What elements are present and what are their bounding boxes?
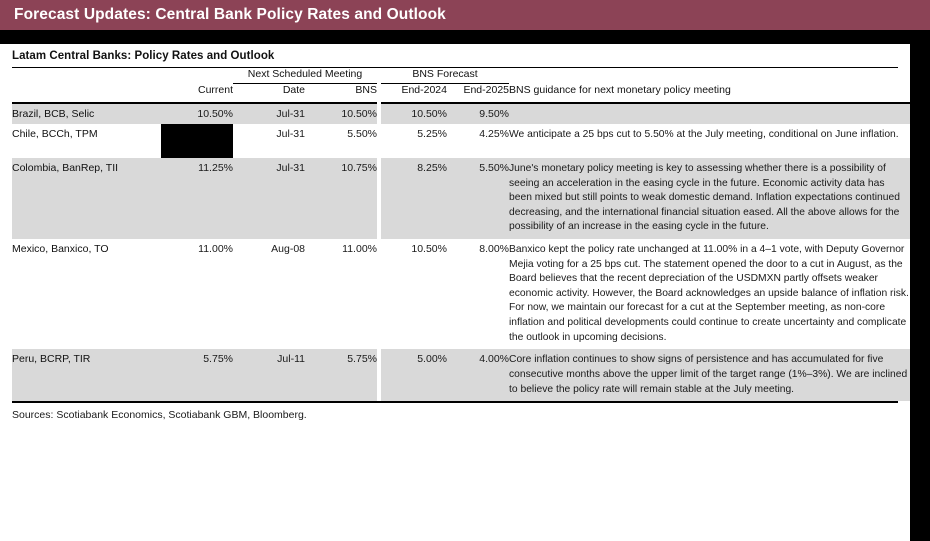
group-header-spacer-current bbox=[161, 68, 233, 84]
row-end-2025: 9.50% bbox=[447, 104, 509, 124]
row-guidance: Banxico kept the policy rate unchanged at 11.00% in a 4–1 vote, with Deputy Governor Mejia voting for a 25 bps cut. The statement opened the door to a cut in August, as the Board believes that the recent depreciation of the USDMXN partly offsets weaker economic activity. However, the Board acknowledges an upside balance of inflation risk. For now, we maintain our forecast for a cut at the September meeting, as non-core inflation and political developments could continue to create uncertainty and complicate the outlook in upcoming decisions. bbox=[509, 239, 910, 349]
row-country: Colombia, BanRep, TII bbox=[12, 158, 161, 239]
row-date: Jul-31 bbox=[233, 104, 305, 124]
column-header-row bbox=[12, 84, 910, 103]
table-body bbox=[12, 104, 910, 401]
sources-note: Sources: Scotiabank Economics, Scotiabank GBM, Bloomberg. bbox=[12, 409, 307, 422]
row-date: Jul-31 bbox=[233, 124, 305, 158]
row-end-2024: 10.50% bbox=[381, 104, 447, 124]
row-country: Brazil, BCB, Selic bbox=[12, 104, 161, 124]
column-header-current: Current bbox=[197, 83, 233, 96]
row-current: 5.75% bbox=[161, 349, 233, 401]
row-country: Peru, BCRP, TIR bbox=[12, 349, 161, 401]
row-end-2025: 4.00% bbox=[447, 349, 509, 401]
column-header-bns: BNS bbox=[355, 84, 377, 96]
row-date: Jul-31 bbox=[233, 158, 305, 239]
row-bns: 10.75% bbox=[305, 158, 377, 239]
row-current: 10.50% bbox=[161, 104, 233, 124]
group-header-bns-forecast: BNS Forecast bbox=[381, 68, 509, 84]
column-header-end-2024: End-2024 bbox=[401, 84, 447, 96]
row-bns: 10.50% bbox=[305, 104, 377, 124]
row-current: 11.25% bbox=[161, 158, 233, 239]
group-header-spacer-left bbox=[12, 68, 161, 84]
row-end-2024: 10.50% bbox=[381, 239, 447, 349]
row-guidance: We anticipate a 25 bps cut to 5.50% at the July meeting, conditional on June inflation. bbox=[509, 124, 910, 158]
row-end-2025: 8.00% bbox=[447, 239, 509, 349]
row-current-redacted bbox=[161, 124, 233, 158]
row-country: Chile, BCCh, TPM bbox=[12, 124, 161, 158]
table-row bbox=[12, 349, 910, 401]
row-end-2024: 5.25% bbox=[381, 124, 447, 158]
row-guidance: Core inflation continues to show signs of persistence and has accumulated for five consecutive months above the upper limit of the target range (1%–3%). We are inclined to believe the policy rate will remain stable at the July meeting. bbox=[509, 349, 910, 401]
row-bns: 11.00% bbox=[305, 239, 377, 349]
column-header-country bbox=[12, 84, 161, 103]
column-header-end-2025: End-2025 bbox=[463, 84, 510, 96]
table-row bbox=[12, 158, 910, 239]
row-bns: 5.75% bbox=[305, 349, 377, 401]
table-head bbox=[12, 68, 910, 104]
group-header-spacer-guidance bbox=[509, 68, 910, 84]
table-caption: Latam Central Banks: Policy Rates and Outlook bbox=[12, 50, 275, 62]
banner-title: Forecast Updates: Central Bank Policy Rates and Outlook bbox=[14, 6, 446, 23]
row-guidance bbox=[509, 104, 910, 124]
report-banner bbox=[0, 0, 930, 30]
row-end-2025: 5.50% bbox=[447, 158, 509, 239]
row-current: 11.00% bbox=[161, 239, 233, 349]
table-card bbox=[0, 44, 910, 541]
row-end-2024: 8.25% bbox=[381, 158, 447, 239]
row-end-2025: 4.25% bbox=[447, 124, 509, 158]
policy-rates-table bbox=[12, 68, 910, 401]
table-row bbox=[12, 104, 910, 124]
redaction-box bbox=[161, 124, 233, 158]
row-end-2024: 5.00% bbox=[381, 349, 447, 401]
column-header-guidance: BNS guidance for next monetary policy meeting bbox=[509, 83, 731, 96]
group-header-row bbox=[12, 68, 910, 84]
row-guidance: June's monetary policy meeting is key to assessing whether there is a possibility of seeing an acceleration in the easing cycle in the future. Economic activity data has been mixed but still points to weak domestic demand. Inflation expectations continued decreasing, and the international financial situation eased. All the above allows for the possibility of an increase in the easing cycle in the future. bbox=[509, 158, 910, 239]
row-country: Mexico, Banxico, TO bbox=[12, 239, 161, 349]
row-bns: 5.50% bbox=[305, 124, 377, 158]
table-row bbox=[12, 239, 910, 349]
banner-underline-strip bbox=[0, 30, 930, 44]
row-date: Jul-11 bbox=[233, 349, 305, 401]
group-header-next-meeting: Next Scheduled Meeting bbox=[233, 68, 377, 84]
column-header-date: Date bbox=[282, 84, 305, 96]
row-date: Aug-08 bbox=[233, 239, 305, 349]
table-row bbox=[12, 124, 910, 158]
